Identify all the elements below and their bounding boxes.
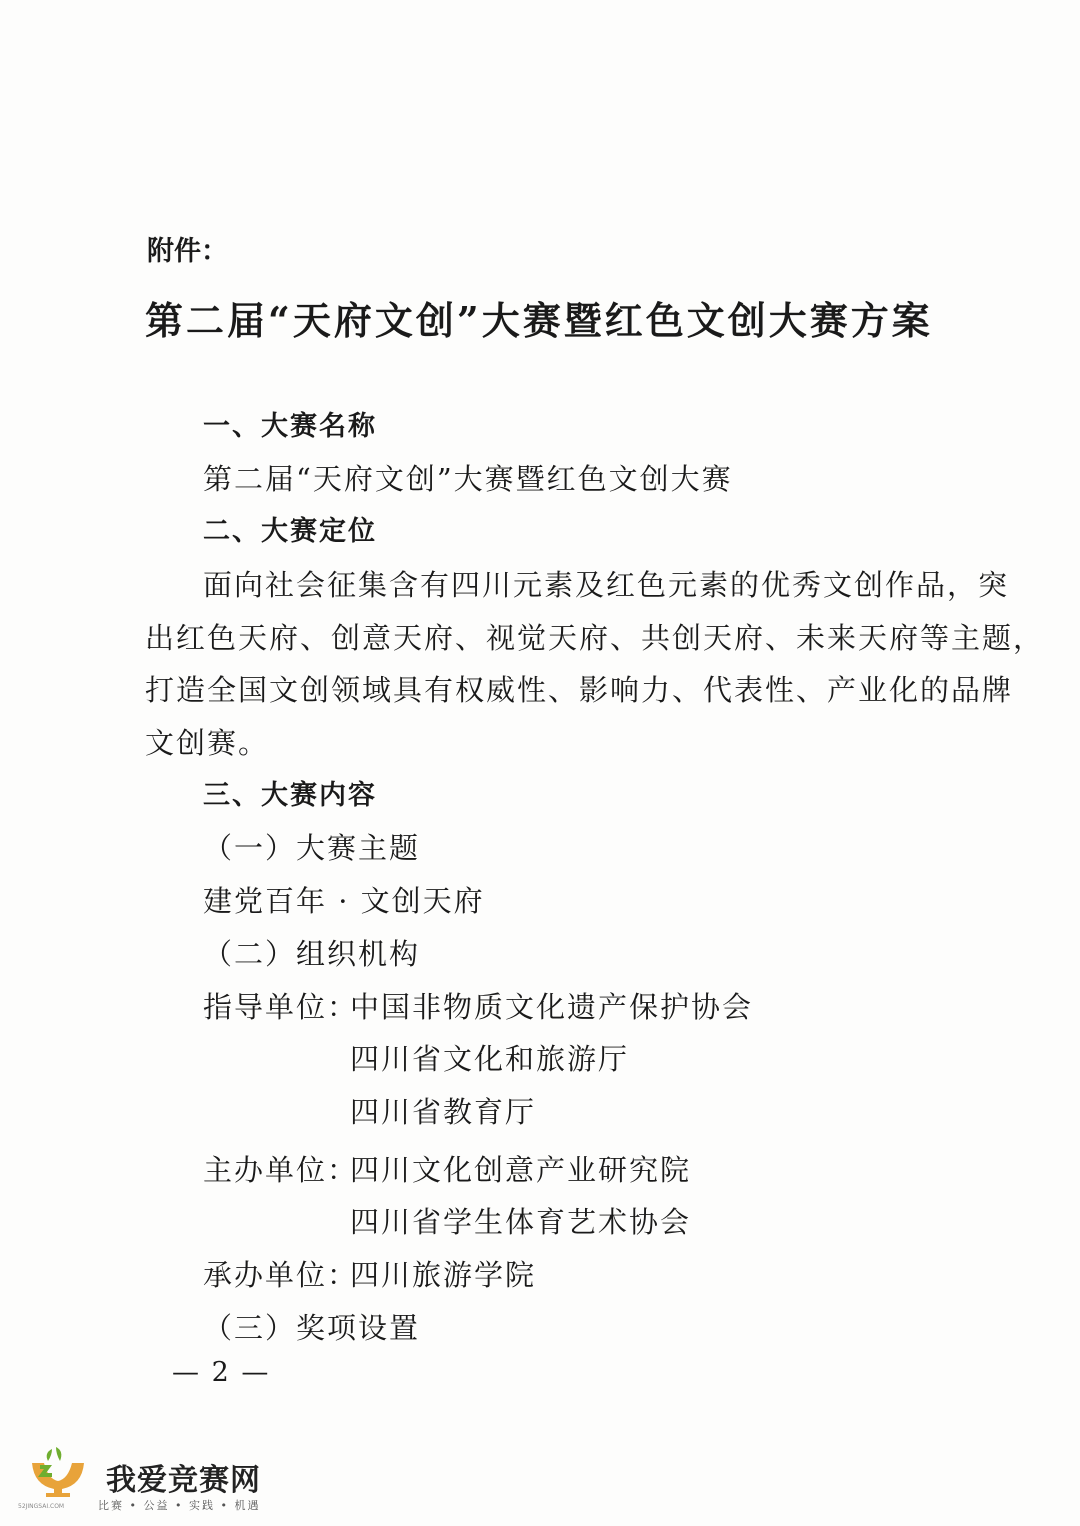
- section-heading-positioning: 二、大赛定位: [203, 516, 377, 547]
- document-title: 第二届“天府文创”大赛暨红色文创大赛方案: [145, 298, 933, 343]
- positioning-line-4: 文创赛。: [145, 726, 270, 760]
- guide-unit-label: 指导单位：: [203, 990, 359, 1024]
- subheading-awards: （三）奖项设置: [203, 1311, 421, 1345]
- site-domain: 52JINGSAI.COM: [18, 1503, 65, 1510]
- host-unit-2: 四川省学生体育艺术协会: [350, 1205, 692, 1239]
- guide-unit-3: 四川省教育厅: [350, 1095, 537, 1129]
- section-heading-content: 三、大赛内容: [203, 780, 377, 811]
- organizer-unit-label: 承办单位：: [203, 1258, 359, 1292]
- site-watermark: [18, 1445, 318, 1517]
- theme-text: 建党百年 · 文创天府: [203, 884, 485, 918]
- section-heading-name: 一、大赛名称: [203, 411, 377, 442]
- page-number: — 2 —: [172, 1357, 271, 1388]
- trophy-logo-icon: [22, 1445, 94, 1505]
- site-tagline: 比赛 • 公益 • 实践 • 机遇: [98, 1499, 261, 1512]
- positioning-line-2: 出红色天府、创意天府、视觉天府、共创天府、未来天府等主题，: [145, 621, 1045, 655]
- guide-unit-2: 四川省文化和旅游厅: [350, 1042, 630, 1076]
- organizer-unit-1: 四川旅游学院: [350, 1258, 537, 1292]
- guide-unit-1: 中国非物质文化遗产保护协会: [350, 990, 754, 1024]
- competition-name-text: 第二届“天府文创”大赛暨红色文创大赛: [203, 462, 733, 496]
- subheading-theme: （一）大赛主题: [203, 831, 421, 865]
- subheading-organization: （二）组织机构: [203, 937, 421, 971]
- site-name: 我爱竞赛网: [106, 1463, 261, 1498]
- positioning-line-3: 打造全国文创领域具有权威性、影响力、代表性、产业化的品牌: [145, 673, 1014, 707]
- attachment-label: 附件：: [147, 236, 228, 267]
- host-unit-label: 主办单位：: [203, 1153, 359, 1187]
- host-unit-1: 四川文化创意产业研究院: [350, 1153, 692, 1187]
- positioning-line-1: 面向社会征集含有四川元素及红色元素的优秀文创作品，突: [203, 568, 1010, 602]
